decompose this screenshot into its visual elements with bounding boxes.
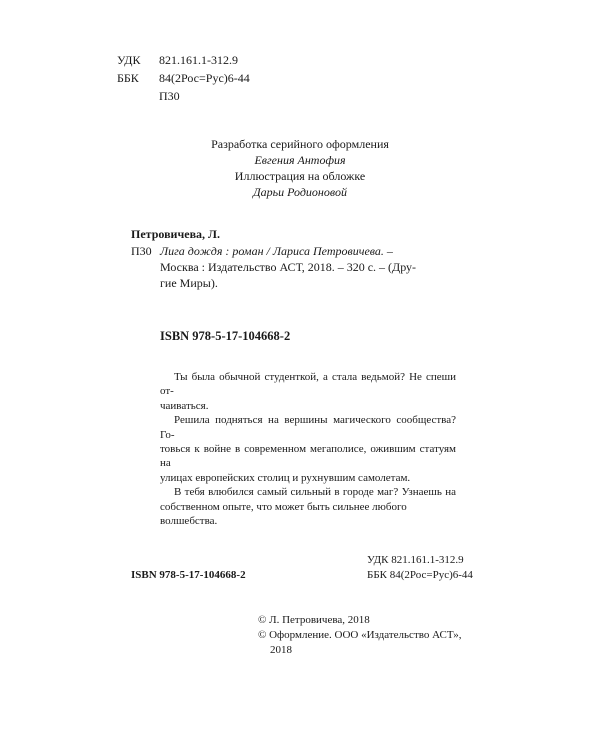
design-credits: [180, 136, 420, 200]
annotation-line: Ты была обычной студенткой, а стала ведьмой? Не спеши от-: [160, 371, 456, 398]
author-mark: П30: [159, 89, 180, 103]
isbn-main: ISBN 978-5-17-104668-2: [160, 329, 291, 343]
credit-cover-illustration: Иллюстрация на обложке: [234, 169, 366, 183]
bbk-value: 84(2Рос=Рус)6-44: [159, 71, 250, 85]
catalog-line-3: гие Миры).: [160, 276, 218, 290]
annotation-line: Решила подняться на вершины магического сообщества? Го-: [160, 414, 456, 441]
annotation: [160, 370, 456, 528]
catalog-description: [160, 243, 464, 291]
credit-cover-illustrator: Дарьи Родионовой: [253, 185, 347, 199]
annotation-line: товься к войне в современном мегаполисе, ожившим статуям на: [160, 443, 456, 470]
bbk-row: [117, 70, 250, 86]
bottom-bbk: ББК 84(2Рос=Рус)6-44: [367, 569, 473, 581]
catalog-mark: П30: [131, 244, 152, 258]
author-mark-row: [117, 88, 250, 104]
credit-series-design: Разработка серийного оформления: [211, 137, 389, 151]
catalog-line-2: Москва : Издательство АСТ, 2018. – 320 с. – (Дру-: [160, 260, 417, 274]
udk-label: УДК: [117, 53, 141, 67]
catalog-author-heading: Петровичева, Л.: [131, 227, 220, 241]
bbk-label: ББК: [117, 71, 139, 85]
copyright-year: 2018: [270, 644, 292, 656]
catalog-line-1: Лига дождя : роман / Лариса Петровичева. –: [160, 244, 393, 258]
annotation-line: улицах европейских столиц и рухнувшим самолетам.: [160, 471, 411, 484]
copyright-block: [258, 613, 462, 658]
bottom-isbn: ISBN 978-5-17-104668-2: [131, 569, 246, 581]
copyright-design: © Оформление. ООО «Издательство АСТ»,: [258, 629, 462, 641]
credit-series-designer: Евгения Антофия: [254, 153, 346, 167]
annotation-line: В тебя влюбился самый сильный в городе маг? Узнаешь на: [174, 486, 456, 499]
copyright-author: © Л. Петровичева, 2018: [258, 614, 370, 626]
udk-row: [117, 52, 250, 68]
annotation-line: чаиваться.: [160, 399, 209, 412]
annotation-line: собственном опыте, что может быть сильнее любого волшебства.: [160, 500, 407, 528]
classification-top: [117, 52, 250, 104]
udk-value: 821.161.1-312.9: [159, 53, 238, 67]
bottom-udk: УДК 821.161.1-312.9: [367, 554, 464, 566]
